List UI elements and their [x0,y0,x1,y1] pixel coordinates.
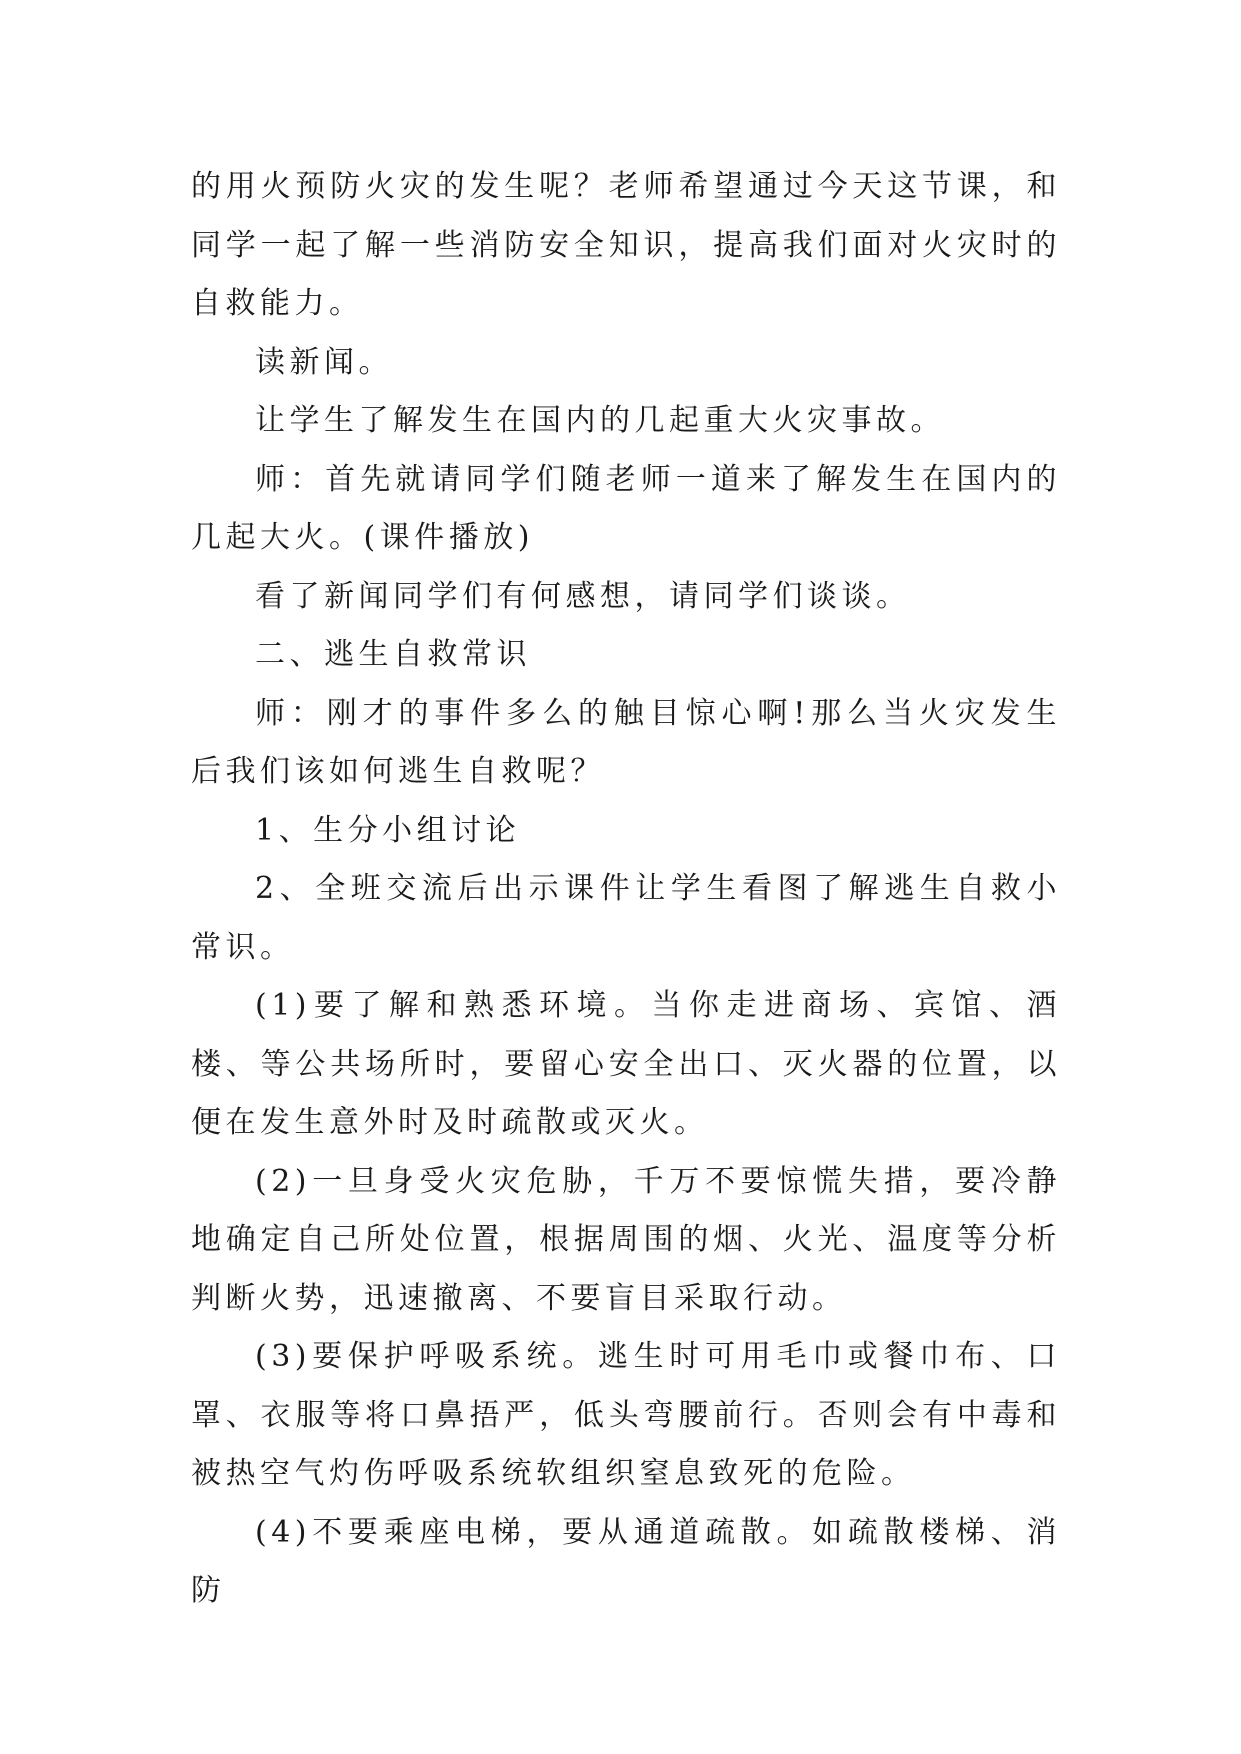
list-item: (3)要保护呼吸系统。逃生时可用毛巾或餐巾布、口罩、衣服等将口鼻捂严，低头弯腰前行。否则会有中毒和被热空气灼伤呼吸系统软组织窒息致死的危险。 [191,1339,1061,1491]
body-text [191,158,1061,1621]
list-item: (4)不要乘座电梯，要从通道疏散。如疏散楼梯、消防 [191,1514,1061,1608]
list-item: 1、生分小组讨论 [255,812,521,848]
paragraph: 的用火预防火灾的发生呢？老师希望通过今天这节课，和同学一起了解一些消防安全知识，提高我们面对火灾时的自救能力。 [191,169,1061,321]
paragraph: 看了新闻同学们有何感想，请同学们谈谈。 [255,578,911,614]
section-heading: 二、逃生自救常识 [255,637,531,672]
paragraph: 师：首先就请同学们随老师一道来了解发生在国内的几起大火。(课件播放) [191,461,1061,555]
list-item: (1)要了解和熟悉环境。当你走进商场、宾馆、酒楼、等公共场所时，要留心安全出口、灭火器的位置，以便在发生意外时及时疏散或灭火。 [191,988,1061,1140]
list-item: (2)一旦身受火灾危胁，千万不要惊慌失措，要冷静地确定自己所处位置，根据周围的烟、火光、温度等分析判断火势，迅速撤离、不要盲目采取行动。 [191,1163,1061,1316]
list-item: 2、全班交流后出示课件让学生看图了解逃生自救小常识。 [191,871,1061,965]
paragraph: 读新闻。 [255,344,393,380]
paragraph: 让学生了解发生在国内的几起重大火灾事故。 [255,403,945,438]
paragraph: 师：刚才的事件多么的触目惊心啊!那么当火灾发生后我们该如何逃生自救呢？ [191,695,1061,789]
